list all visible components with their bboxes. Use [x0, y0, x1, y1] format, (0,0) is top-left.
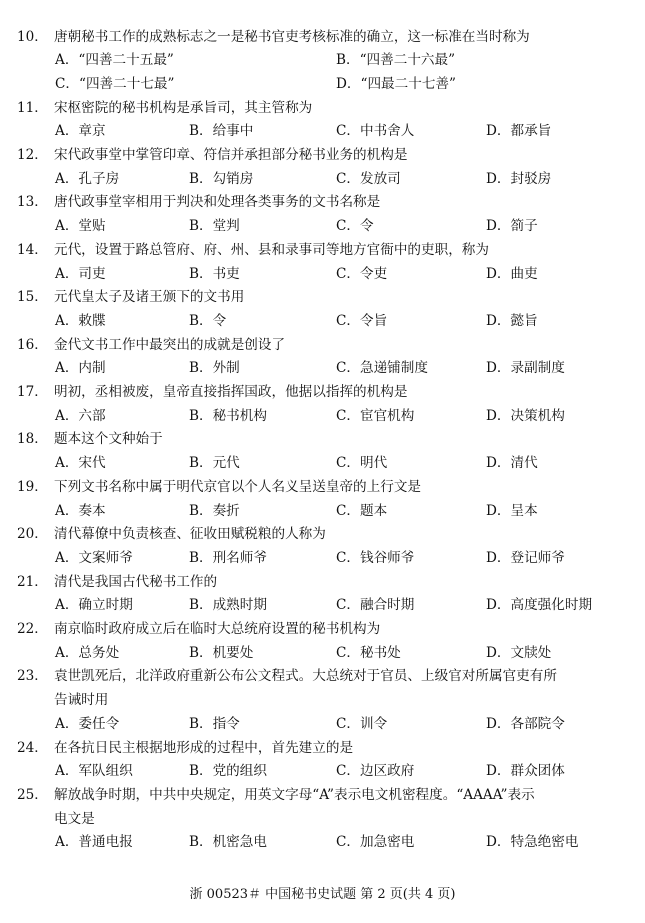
option-c: C．发放司: [336, 170, 401, 187]
question-number: 13．: [17, 194, 48, 211]
option-c: C．题本: [336, 502, 388, 519]
option-d: D．都承旨: [486, 123, 552, 140]
options-row: [0, 713, 645, 737]
options-row: [0, 500, 645, 524]
option-a: A．总务处: [55, 644, 120, 661]
option-b: B．成熟时期: [189, 597, 267, 614]
question-item: [0, 191, 645, 238]
question-number: 25．: [17, 786, 48, 803]
option-d: D．清代: [486, 455, 538, 472]
question-stem: [0, 737, 645, 761]
options-row: [0, 49, 645, 73]
option-a: A．委任令: [55, 715, 120, 732]
question-item: [0, 476, 645, 523]
option-c: C．宦官机构: [336, 407, 415, 424]
options-row: [0, 594, 645, 618]
options-row: [0, 120, 645, 144]
option-d: D．各部院令: [486, 715, 565, 732]
question-number: 15．: [17, 289, 48, 306]
question-stem-line: 元代，设置于路总管府、府、州、县和录事司等地方官衙中的吏职，称为: [54, 241, 489, 258]
question-stem-line: 宋枢密院的秘书机构是承旨司，其主管称为: [54, 99, 313, 116]
question-stem: [0, 144, 645, 168]
options-row: [0, 547, 645, 571]
option-d: D．封驳房: [486, 170, 552, 187]
options-row: [0, 310, 645, 334]
option-c: C．秘书处: [336, 644, 401, 661]
question-stem: [0, 97, 645, 121]
option-c: C．明代: [336, 455, 388, 472]
option-c: C．急递铺制度: [336, 360, 428, 377]
option-b: B．书吏: [189, 265, 240, 282]
option-c: C．令吏: [336, 265, 388, 282]
question-number: 10．: [17, 28, 48, 45]
question-number: 17．: [17, 384, 48, 400]
option-b: B．堂判: [189, 218, 240, 235]
option-c: C．令: [336, 218, 374, 235]
question-stem: [0, 476, 645, 500]
question-number: 24．: [17, 739, 48, 756]
question-stem-line: 下列文书名称中属于明代京官以个人名义呈送皇帝的上行文是: [54, 478, 422, 495]
question-item: [0, 737, 645, 784]
question-item: [0, 618, 645, 665]
question-stem: [0, 523, 645, 547]
question-item: [0, 523, 645, 570]
option-d: D．登记师爷: [486, 549, 565, 566]
option-a: A．“四善二十五最”: [55, 52, 174, 69]
question-stem: [0, 784, 645, 831]
option-b: B．党的组织: [189, 763, 267, 780]
option-a: A．司吏: [55, 265, 106, 282]
option-b: B．机要处: [189, 644, 254, 661]
options-row: [0, 73, 645, 97]
option-b: B．机密急电: [189, 834, 267, 851]
question-stem: [0, 381, 645, 405]
question-number: 12．: [17, 147, 48, 163]
option-d: D．曲吏: [486, 265, 538, 282]
question-item: [0, 571, 645, 618]
question-item: [0, 286, 645, 333]
option-d: D．懿旨: [486, 312, 538, 329]
question-stem-line: 南京临时政府成立后在临时大总统府设置的秘书机构为: [54, 621, 381, 637]
option-c: C．令旨: [336, 312, 388, 329]
question-stem: [0, 618, 645, 642]
question-stem-line: 电文是: [54, 810, 95, 827]
option-a: A．确立时期: [55, 597, 133, 614]
option-c: C．加急密电: [336, 834, 415, 851]
option-d: D．高度强化时期: [486, 597, 593, 614]
option-d: D．群众团体: [486, 763, 565, 780]
option-b: B．给事中: [189, 123, 254, 140]
option-a: A．普通电报: [55, 834, 133, 851]
option-a: A．宋代: [55, 455, 106, 472]
option-b: B．外制: [189, 360, 240, 377]
question-stem-line: 题本这个文种始于: [54, 431, 163, 448]
option-c: C．融合时期: [336, 597, 415, 614]
options-row: [0, 215, 645, 239]
question-number: 22．: [17, 621, 48, 637]
option-a: A．奏本: [55, 502, 106, 519]
option-b: B．奏折: [189, 502, 240, 519]
option-b: B．元代: [189, 455, 240, 472]
option-c: C．钱谷师爷: [336, 549, 415, 566]
option-d: D．特急绝密电: [486, 834, 579, 851]
question-number: 20．: [17, 526, 48, 543]
question-item: [0, 97, 645, 144]
page-footer: 浙 00523＃ 中国秘书史试题 第 2 页(共 4 页): [189, 887, 456, 902]
question-stem: [0, 286, 645, 310]
option-d: D．决策机构: [486, 407, 565, 424]
question-item: [0, 144, 645, 191]
question-stem-line: 袁世凯死后，北洋政府重新公布公文程式。大总统对于官员、上级官对所属官吏有所: [54, 668, 557, 685]
question-number: 21．: [17, 573, 48, 590]
question-item: [0, 334, 645, 381]
question-stem-line: 宋代政事堂中掌管印章、符信并承担部分秘书业务的机构是: [54, 147, 408, 163]
option-b: B．“四善二十六最”: [336, 52, 456, 69]
option-a: A．军队组织: [55, 763, 133, 780]
question-stem-line: 金代文书工作中最突出的成就是创设了: [54, 336, 286, 353]
question-stem-line: 解放战争时期，中共中央规定，用英文字母“A”表示电文机密程度。“AAAA”表示: [54, 786, 535, 803]
options-row: [0, 642, 645, 666]
question-number: 11．: [17, 99, 48, 116]
question-stem: [0, 571, 645, 595]
options-row: [0, 452, 645, 476]
option-d: D．呈本: [486, 502, 538, 519]
question-stem-line: 元代皇太子及诸王颁下的文书用: [54, 289, 245, 306]
question-number: 19．: [17, 478, 48, 495]
option-a: A．孔子房: [55, 170, 120, 187]
option-a: A．内制: [55, 360, 106, 377]
question-stem-line: 告诫时用: [54, 692, 109, 709]
question-item: [0, 239, 645, 286]
option-b: B．秘书机构: [189, 407, 267, 424]
question-item: [0, 784, 645, 855]
option-c: C．边区政府: [336, 763, 415, 780]
options-row: [0, 831, 645, 855]
option-d: D．文牍处: [486, 644, 552, 661]
option-a: A．堂贴: [55, 218, 106, 235]
option-d: D．箚子: [486, 218, 538, 235]
option-b: B．勾销房: [189, 170, 254, 187]
option-b: B．指令: [189, 715, 240, 732]
option-a: A．文案师爷: [55, 549, 133, 566]
question-number: 23．: [17, 668, 48, 685]
option-d: D．“四最二十七善”: [336, 75, 456, 92]
option-c: C．训令: [336, 715, 388, 732]
question-stem: [0, 334, 645, 358]
option-a: A．章京: [55, 123, 106, 140]
option-a: A．六部: [55, 407, 106, 424]
option-a: A．敕牒: [55, 312, 106, 329]
question-stem-line: 在各抗日民主根据地形成的过程中，首先建立的是: [54, 739, 354, 756]
option-c: C．中书舍人: [336, 123, 415, 140]
option-d: D．录副制度: [486, 360, 565, 377]
option-c: C．“四善二十七最”: [55, 75, 175, 92]
question-item: [0, 26, 645, 97]
option-b: B．令: [189, 312, 227, 329]
question-stem-line: 唐朝秘书工作的成熟标志之一是秘书官吏考核标准的确立，这一标准在当时称为: [54, 28, 530, 45]
question-stem-line: 明初，丞相被废，皇帝直接指挥国政，他据以指挥的机构是: [54, 384, 408, 400]
question-stem: [0, 428, 645, 452]
options-row: [0, 357, 645, 381]
option-b: B．刑名师爷: [189, 549, 267, 566]
question-item: [0, 381, 645, 428]
question-item: [0, 428, 645, 475]
question-item: [0, 665, 645, 736]
question-number: 14．: [17, 241, 48, 258]
question-stem: [0, 665, 645, 712]
options-row: [0, 405, 645, 429]
question-stem: [0, 191, 645, 215]
options-row: [0, 760, 645, 784]
question-stem-line: 清代是我国古代秘书工作的: [54, 573, 218, 590]
question-number: 18．: [17, 431, 48, 448]
question-stem-line: 唐代政事堂宰相用于判决和处理各类事务的文书名称是: [54, 194, 381, 211]
question-stem: [0, 26, 645, 50]
question-stem-line: 清代幕僚中负责核查、征收田赋税粮的人称为: [54, 526, 326, 543]
options-row: [0, 168, 645, 192]
question-stem: [0, 239, 645, 263]
question-number: 16．: [17, 336, 48, 353]
options-row: [0, 263, 645, 287]
